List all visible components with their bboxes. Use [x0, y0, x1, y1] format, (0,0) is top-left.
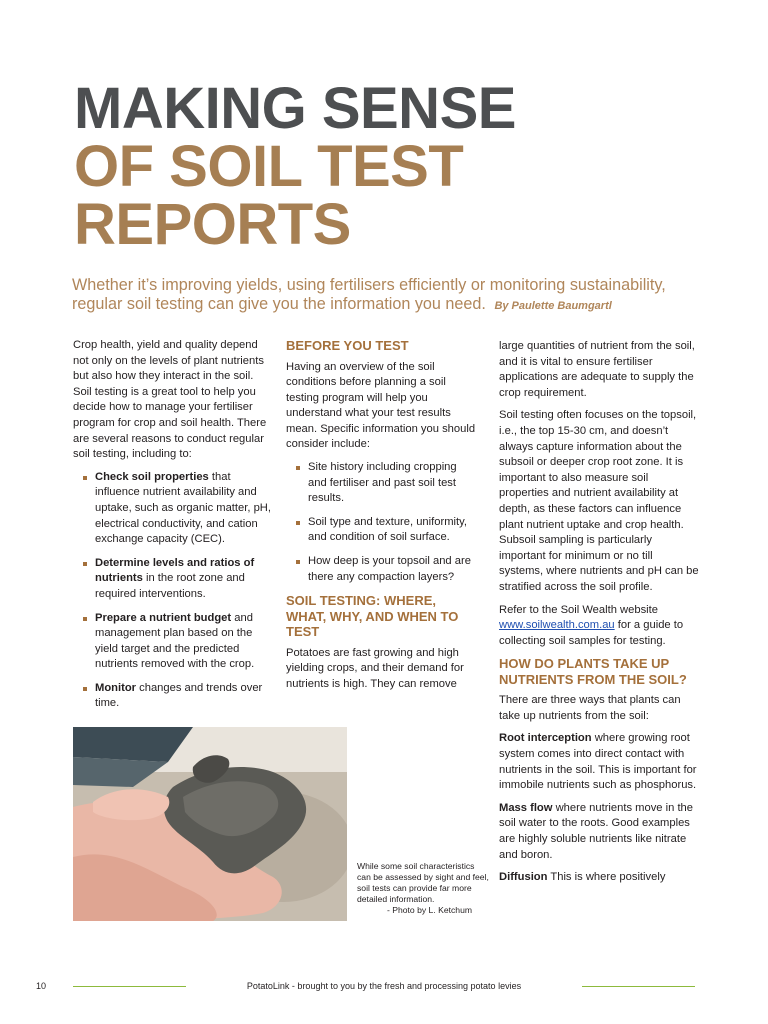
uptake-item-bold: Root interception: [499, 732, 592, 745]
photo-caption: [357, 861, 489, 916]
list-item: [73, 470, 271, 548]
title-line-2: OF SOIL TEST: [74, 134, 464, 199]
author-byline: By Paulette Baumgartl: [494, 300, 612, 312]
intro-paragraph: Crop health, yield and quality depend not only on the levels of plant nutrients but also how they interact in the soil. Soil testing is a great tool to help you decide how to manage your fertiliser program for crop and soil health. There are several reasons to conduct regular soil testing, including to:: [73, 339, 267, 461]
paragraph-text: for a guide to collecting soil samples for testing.: [499, 619, 684, 647]
uptake-item: [499, 801, 699, 863]
column-2: [286, 338, 478, 700]
paragraph: Having an overview of the soil conditions before planning a soil testing program will help you understand what your test results mean. Specific information you should consider include:: [286, 360, 476, 451]
list-item-bold: Prepare a nutrient budget: [95, 611, 232, 624]
paragraph: Soil testing often focuses on the topsoil, i.e., the top 15-30 cm, and doesn’t always capture information about the subsoil or deeper crop root zone. It is important to also measure soil properties and nutrient availability at depth, as these factors can influence plant nutrient uptake and crop health. Subsoil sampling is particularly important for minimum or no till systems, where nutrients and pH can be stratified across the soil profile.: [499, 409, 699, 593]
list-item: Site history including cropping and fertiliser and past soil test results.: [286, 460, 478, 507]
column-1: [73, 338, 271, 720]
title-line-1: MAKING SENSE: [74, 76, 516, 141]
footer-text: PotatoLink - brought to you by the fresh and processing potato levies: [246, 981, 522, 991]
section-heading-nutrient-uptake: HOW DO PLANTS TAKE UP NUTRIENTS FROM THE SOIL?: [499, 656, 687, 687]
considerations-list: [286, 460, 478, 585]
list-item-text: changes and trends over time.: [95, 681, 263, 710]
paragraph-text: Refer to the Soil Wealth website: [499, 603, 658, 616]
paragraph: Potatoes are fast growing and high yielding crops, and their demand for nutrients is high. They can remove: [286, 646, 464, 690]
list-item-text: and management plan based on the yield target and the predicted nutrients removed with the crop.: [95, 611, 255, 671]
uptake-item-bold: Mass flow: [499, 801, 553, 814]
paragraph: large quantities of nutrient from the soil, and it is vital to ensure fertiliser applications are adequate to supply the crop requirement.: [499, 340, 695, 399]
uptake-item: [499, 731, 699, 793]
list-item-text: in the root zone and required interventions.: [95, 572, 245, 600]
paragraph: [499, 603, 699, 650]
footer-rule-right: [582, 986, 695, 987]
page-number: 10: [36, 981, 47, 991]
uptake-item-text: This is where positively: [547, 871, 666, 884]
article-title: [74, 76, 516, 257]
list-item: [73, 611, 271, 673]
uptake-item-bold: Diffusion: [499, 871, 548, 884]
list-item: [73, 556, 271, 603]
list-item-bold: Determine levels and ratios of nutrients: [95, 556, 255, 585]
list-item: [73, 681, 271, 712]
list-item: Soil type and texture, uniformity, and condition of soil surface.: [286, 515, 478, 546]
title-line-3: REPORTS: [74, 192, 351, 257]
soil-wealth-link[interactable]: www.soilwealth.com.au: [499, 619, 615, 632]
intro-text: Whether it’s improving yields, using fertilisers efficiently or monitoring sustainability, regular soil testing can give you the information you need.: [72, 276, 666, 313]
list-item-bold: Check soil properties: [95, 470, 209, 483]
uptake-item-text: where nutrients move in the soil water to the roots. Good examples are highly soluble nutrients like nitrate and boron.: [499, 801, 694, 861]
list-item-bold: Monitor: [95, 681, 137, 694]
photo-credit: - Photo by L. Ketchum: [387, 905, 473, 915]
list-item: How deep is your topsoil and are there any compaction layers?: [286, 554, 478, 585]
column-3: [499, 339, 699, 893]
section-heading-soil-testing: SOIL TESTING: WHERE, WHAT, WHY, AND WHEN TO TEST: [286, 593, 459, 640]
soil-in-hand-photo: [73, 727, 347, 921]
uptake-item-text: where growing root system comes into direct contact with nutrients in the soil. This is important for immobile nutrients such as phosphorus.: [499, 732, 697, 792]
paragraph: There are three ways that plants can take up nutrients from the soil:: [499, 694, 681, 722]
section-heading-before-you-test: BEFORE YOU TEST: [286, 338, 409, 353]
reasons-list: [73, 470, 271, 712]
list-item-text: that influence nutrient availability and uptake, such as organic matter, pH, electrical conductivity, and cation exchange capacity (CEC).: [95, 470, 271, 546]
uptake-item: [499, 870, 699, 886]
caption-text: While some soil characteristics can be assessed by sight and feel, soil tests can provide far more detailed information.: [357, 861, 489, 904]
intro-standfirst: [72, 276, 712, 316]
